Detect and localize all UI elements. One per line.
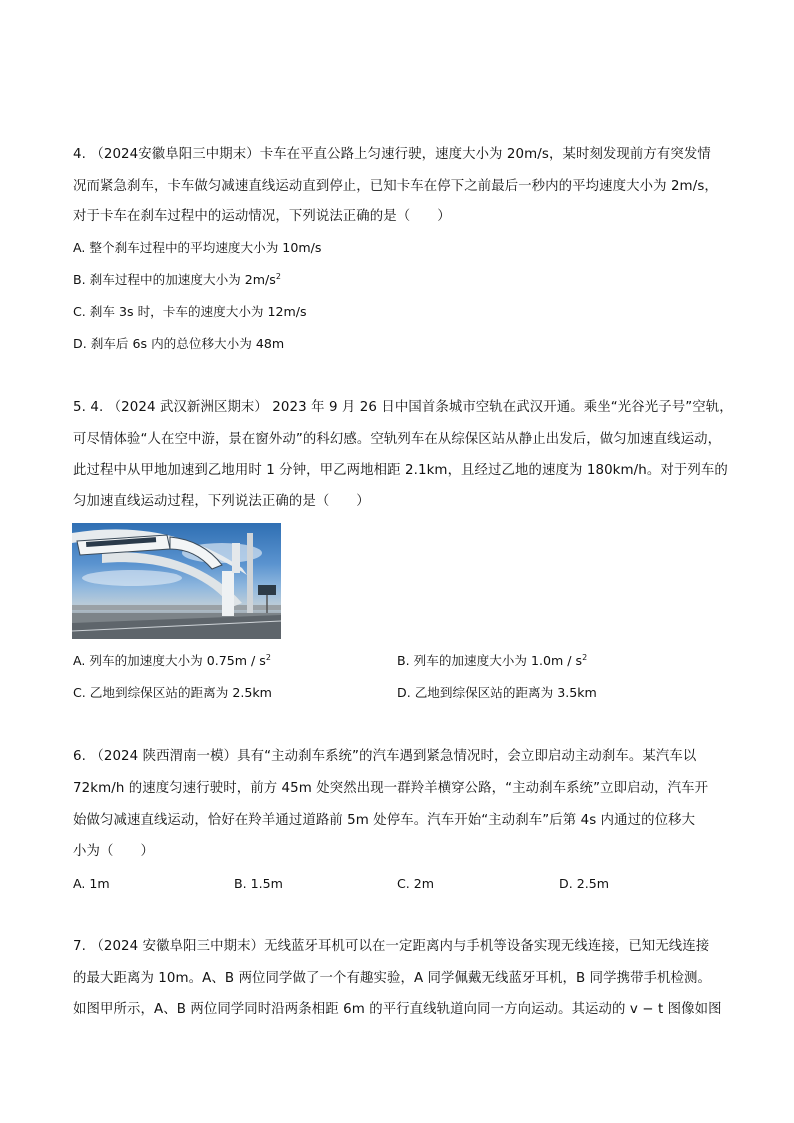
question-4-option-b xyxy=(73,270,281,290)
question-6-option-b: B. 1.5m xyxy=(234,876,283,891)
question-6-option-a: A. 1m xyxy=(73,876,110,891)
question-5-option-a xyxy=(73,651,271,671)
monorail-illustration xyxy=(72,523,281,639)
question-5-line-3: 此过程中从甲地加速到乙地用时 1 分钟，甲乙两地相距 2.1km，且经过乙地的速度为 180km/h。对于列车的 xyxy=(73,463,728,478)
question-4-option-b-text: B. 刹车过程中的加速度大小为 2m/s xyxy=(73,272,276,287)
question-4-line-2: 况而紧急刹车，卡车做匀减速直线运动直到停止，已知卡车在停下之前最后一秒内的平均速度大小为 2m/s， xyxy=(73,179,718,194)
question-6-line-1: 6. （2024 陕西渭南一模）具有“主动刹车系统”的汽车遇到紧急情况时，会立即启动主动刹车。某汽车以 xyxy=(73,749,697,764)
question-5-line-4: 匀加速直线运动过程，下列说法正确的是（ ） xyxy=(73,494,370,509)
question-4-option-d: D. 刹车后 6s 内的总位移大小为 48m xyxy=(73,336,285,351)
question-4-line-3: 对于卡车在刹车过程中的运动情况，下列说法正确的是（ ） xyxy=(73,209,451,224)
question-4-option-b-superscript: 2 xyxy=(275,271,281,281)
question-4-line-1: 4. （2024安徽阜阳三中期末）卡车在平直公路上匀速行驶，速度大小为 20m/s，某时刻发现前方有突发情 xyxy=(73,147,711,162)
question-4-option-a: A. 整个刹车过程中的平均速度大小为 10m/s xyxy=(73,240,322,255)
suspended-monorail-photo xyxy=(72,523,281,639)
question-7-line-1: 7. （2024 安徽阜阳三中期末）无线蓝牙耳机可以在一定距离内与手机等设备实现无线连接，已知无线连接 xyxy=(73,939,710,954)
question-5-option-b-superscript: 2 xyxy=(582,652,588,662)
question-6-line-4: 小为（ ） xyxy=(73,844,154,859)
question-5-option-a-text: A. 列车的加速度大小为 0.75m / s xyxy=(73,653,266,668)
question-5-option-c: C. 乙地到综保区站的距离为 2.5km xyxy=(73,685,272,700)
question-6-line-3: 始做匀减速直线运动，恰好在羚羊通过道路前 5m 处停车。汽车开始“主动刹车”后第 4s 内通过的位移大 xyxy=(73,813,696,828)
question-6-option-d: D. 2.5m xyxy=(559,876,609,891)
question-6-line-2: 72km/h 的速度匀速行驶时，前方 45m 处突然出现一群羚羊横穿公路，“主动刹车系统”立即启动，汽车开 xyxy=(73,781,709,796)
question-5-option-a-superscript: 2 xyxy=(265,652,271,662)
question-4-option-c: C. 刹车 3s 时，卡车的速度大小为 12m/s xyxy=(73,304,307,319)
question-7-line-2: 的最大距离为 10m。A、B 两位同学做了一个有趣实验，A 同学佩戴无线蓝牙耳机，B 同学携带手机检测。 xyxy=(73,971,712,986)
question-6-option-c: C. 2m xyxy=(397,876,435,891)
question-5-option-b-text: B. 列车的加速度大小为 1.0m / s xyxy=(397,653,583,668)
question-5-option-b xyxy=(397,651,587,671)
question-5-option-d: D. 乙地到综保区站的距离为 3.5km xyxy=(397,685,597,700)
question-5-line-2: 可尽情体验“人在空中游，景在窗外动”的科幻感。空轨列车在从综保区站从静止出发后，做匀加速直线运动， xyxy=(73,432,722,447)
question-5-line-1: 5. 4. （2024 武汉新洲区期末） 2023 年 9 月 26 日中国首条城市空轨在武汉开通。乘坐“光谷光子号”空轨， xyxy=(73,400,733,415)
question-7-line-3: 如图甲所示，A、B 两位同学同时沿两条相距 6m 的平行直线轨道向同一方向运动。其运动的 v − t 图像如图 xyxy=(73,1002,722,1017)
